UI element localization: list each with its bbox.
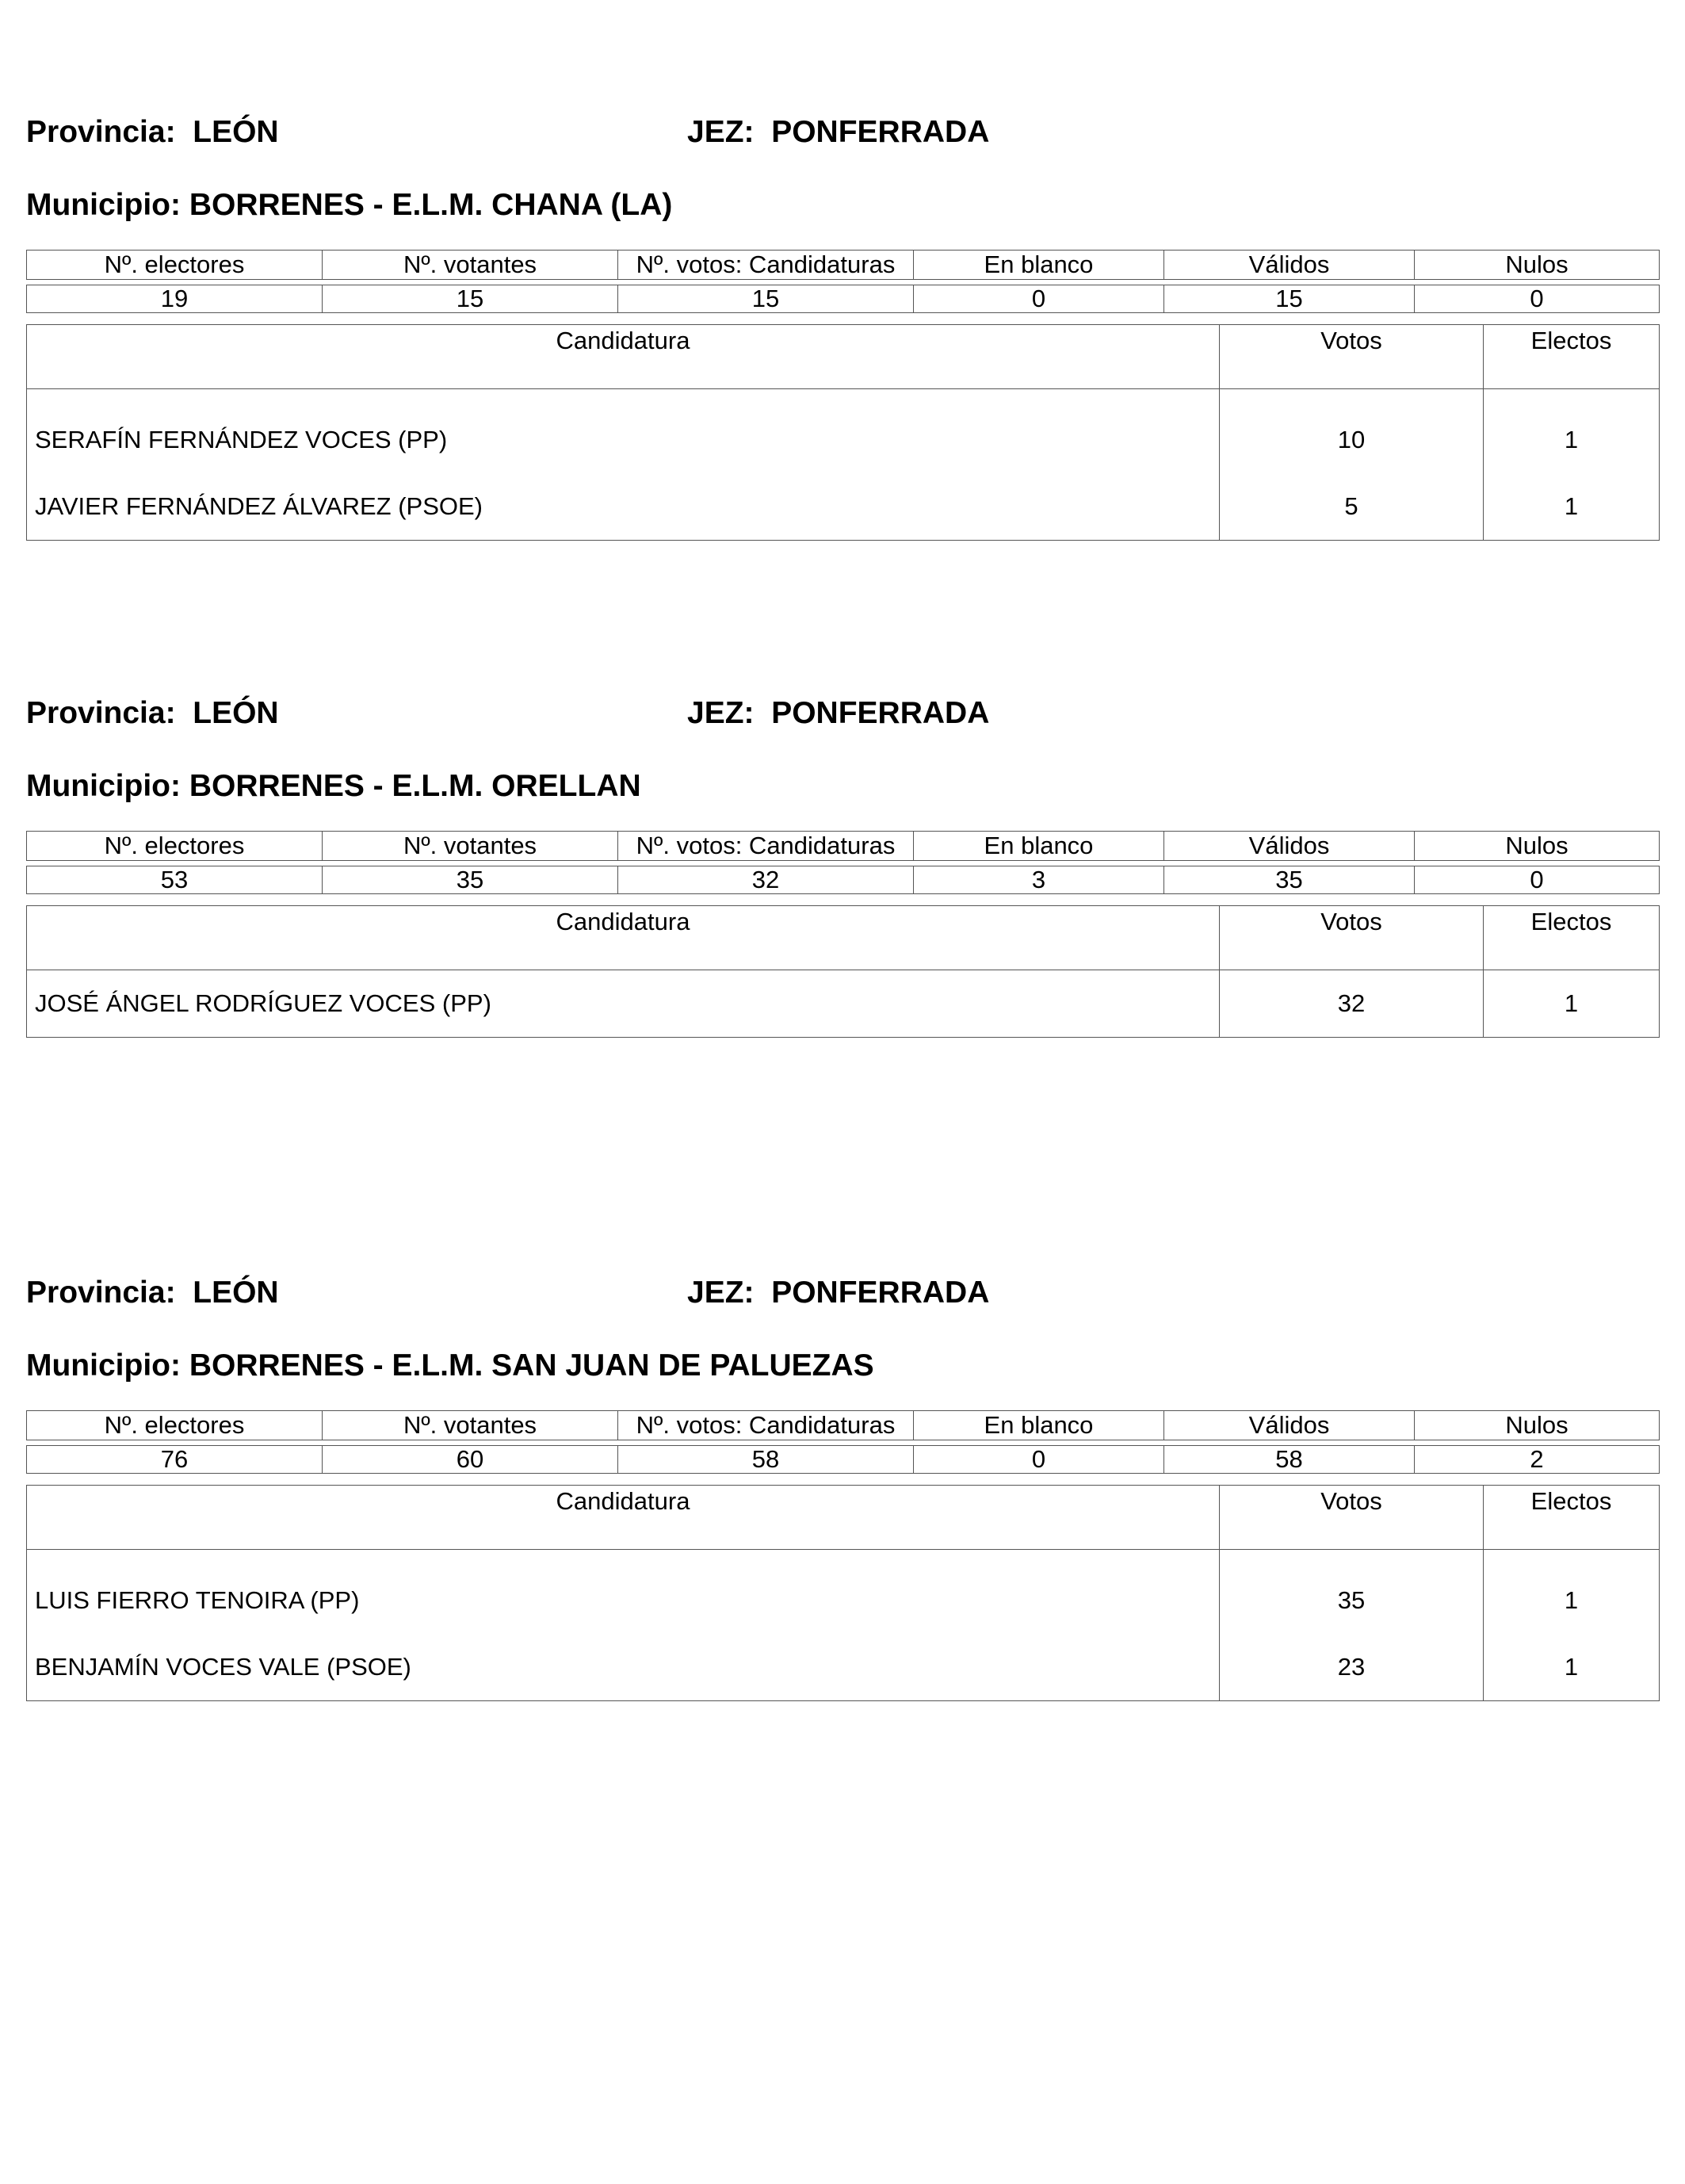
stats-table (26, 1410, 1660, 1474)
candidate-electos: 1 (1484, 473, 1660, 541)
candidates-table (26, 324, 1660, 541)
provincia-value: LEÓN (193, 1276, 279, 1310)
candidatura-header: Candidatura (27, 325, 1220, 389)
stats-value: 0 (1415, 866, 1660, 894)
stats-value: 3 (914, 866, 1164, 894)
stats-header-row (27, 1411, 1660, 1440)
candidate-votos: 35 (1220, 1567, 1484, 1634)
stats-value-row (27, 866, 1660, 894)
votos-header: Votos (1220, 906, 1484, 970)
jez-value: PONFERRADA (771, 115, 990, 149)
candidates-header-row (27, 1486, 1660, 1550)
candidates-header-row (27, 906, 1660, 970)
stats-header: Válidos (1164, 1411, 1415, 1440)
candidate-votos: 5 (1220, 473, 1484, 541)
stats-value: 35 (323, 866, 618, 894)
jez-value: PONFERRADA (771, 1276, 990, 1310)
candidates-table (26, 1485, 1660, 1701)
candidate-name: JAVIER FERNÁNDEZ ÁLVAREZ (PSOE) (27, 473, 1220, 541)
stats-value: 58 (1164, 1446, 1415, 1474)
candidate-name: SERAFÍN FERNÁNDEZ VOCES (PP) (27, 407, 1220, 473)
stats-value: 60 (323, 1446, 618, 1474)
stats-value: 0 (914, 285, 1164, 313)
provincia-value: LEÓN (193, 115, 279, 149)
section-header (26, 696, 1659, 744)
jez-label: JEZ: (687, 696, 755, 730)
stats-value: 58 (618, 1446, 914, 1474)
section-header (26, 115, 1659, 163)
electos-header: Electos (1484, 906, 1660, 970)
stats-header: Nulos (1415, 1411, 1660, 1440)
section-chana (26, 115, 1659, 520)
stats-header: Nº. votantes (323, 251, 618, 280)
jez-line (687, 115, 989, 150)
stats-header: Nº. votantes (323, 832, 618, 861)
stats-header: En blanco (914, 1411, 1164, 1440)
stats-header: Nº. electores (27, 251, 323, 280)
stats-table (26, 250, 1660, 313)
municipio-line (26, 188, 672, 223)
provincia-line (26, 1276, 279, 1310)
candidates-table (26, 905, 1660, 1038)
candidate-electos: 1 (1484, 970, 1660, 1038)
provincia-line (26, 696, 279, 731)
provincia-line (26, 115, 279, 150)
candidate-row (27, 407, 1660, 473)
section-header (26, 1276, 1659, 1323)
candidate-votos: 23 (1220, 1634, 1484, 1701)
municipio-value: BORRENES - E.L.M. SAN JUAN DE PALUEZAS (189, 1348, 874, 1383)
stats-header-row (27, 832, 1660, 861)
stats-value: 19 (27, 285, 323, 313)
candidate-row (27, 473, 1660, 541)
stats-value-row (27, 1446, 1660, 1474)
municipio-value: BORRENES - E.L.M. CHANA (LA) (189, 188, 673, 222)
candidate-row (27, 970, 1660, 1038)
stats-header: Válidos (1164, 832, 1415, 861)
candidate-name: BENJAMÍN VOCES VALE (PSOE) (27, 1634, 1220, 1701)
municipio-line (26, 1348, 874, 1383)
stats-header: Nº. votos: Candidaturas (618, 251, 914, 280)
stats-table (26, 831, 1660, 894)
jez-line (687, 696, 989, 731)
jez-label: JEZ: (687, 115, 755, 149)
stats-value-row (27, 285, 1660, 313)
stats-header: Nulos (1415, 251, 1660, 280)
jez-value: PONFERRADA (771, 696, 990, 730)
stats-value: 53 (27, 866, 323, 894)
stats-value: 32 (618, 866, 914, 894)
section-orellan (26, 696, 1659, 1017)
municipio-value: BORRENES - E.L.M. ORELLAN (189, 769, 641, 803)
stats-header: Nulos (1415, 832, 1660, 861)
stats-value: 15 (1164, 285, 1415, 313)
candidate-name: JOSÉ ÁNGEL RODRÍGUEZ VOCES (PP) (27, 970, 1220, 1038)
candidate-name: LUIS FIERRO TENOIRA (PP) (27, 1567, 1220, 1634)
stats-header: Nº. electores (27, 1411, 323, 1440)
stats-header: Nº. votos: Candidaturas (618, 1411, 914, 1440)
stats-header: En blanco (914, 251, 1164, 280)
stats-value: 15 (618, 285, 914, 313)
stats-value: 76 (27, 1446, 323, 1474)
candidate-votos: 10 (1220, 407, 1484, 473)
candidate-electos: 1 (1484, 407, 1660, 473)
provincia-label: Provincia: (26, 696, 176, 730)
stats-header-row (27, 251, 1660, 280)
jez-line (687, 1276, 989, 1310)
section-san-juan-de-paluezas (26, 1276, 1659, 1681)
electos-header: Electos (1484, 1486, 1660, 1550)
provincia-label: Provincia: (26, 1276, 176, 1310)
provincia-value: LEÓN (193, 696, 279, 730)
stats-header: Nº. electores (27, 832, 323, 861)
candidate-electos: 1 (1484, 1567, 1660, 1634)
candidate-row (27, 1634, 1660, 1701)
stats-header: Nº. votos: Candidaturas (618, 832, 914, 861)
stats-header: Válidos (1164, 251, 1415, 280)
stats-header: Nº. votantes (323, 1411, 618, 1440)
stats-value: 0 (914, 1446, 1164, 1474)
stats-value: 15 (323, 285, 618, 313)
candidatura-header: Candidatura (27, 906, 1220, 970)
stats-value: 2 (1415, 1446, 1660, 1474)
candidate-electos: 1 (1484, 1634, 1660, 1701)
votos-header: Votos (1220, 1486, 1484, 1550)
stats-header: En blanco (914, 832, 1164, 861)
candidate-row (27, 1567, 1660, 1634)
municipio-label: Municipio: (26, 1348, 181, 1383)
candidatura-header: Candidatura (27, 1486, 1220, 1550)
municipio-label: Municipio: (26, 188, 181, 222)
municipio-label: Municipio: (26, 769, 181, 803)
municipio-line (26, 769, 641, 804)
electos-header: Electos (1484, 325, 1660, 389)
votos-header: Votos (1220, 325, 1484, 389)
stats-value: 0 (1415, 285, 1660, 313)
provincia-label: Provincia: (26, 115, 176, 149)
jez-label: JEZ: (687, 1276, 755, 1310)
candidates-header-row (27, 325, 1660, 389)
candidate-votos: 32 (1220, 970, 1484, 1038)
stats-value: 35 (1164, 866, 1415, 894)
